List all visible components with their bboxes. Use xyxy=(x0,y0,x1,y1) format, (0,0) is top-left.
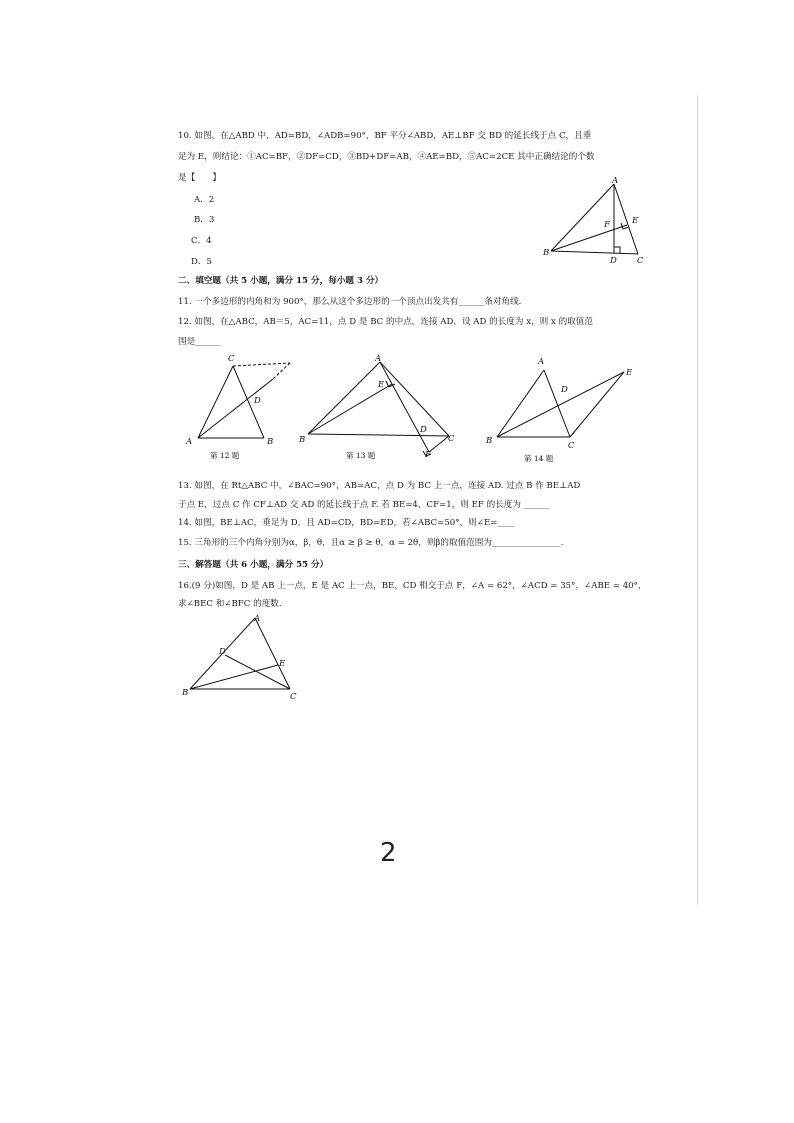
fig13 xyxy=(296,350,466,462)
label-a: A xyxy=(612,176,619,186)
fig14-label-d: D xyxy=(561,385,568,395)
fig12-label-c: C xyxy=(228,354,235,364)
label-e: E xyxy=(632,216,639,226)
section3-heading: 三、解答题（共 6 小题，满分 55 分） xyxy=(178,560,329,570)
q10-line2: 足为 E，则结论：①AC=BF，②DF=CD，③BD+DF=AB，④AE=BD，⑤AC=2CE 其中正确结论的个数 xyxy=(178,152,595,162)
q13-line1: 13. 如图，在 Rt△ABC 中，∠BAC=90°，AB=AC，点 D 为 BC 上一点，连接 AD. 过点 B 作 BE⊥AD xyxy=(178,481,581,491)
q14-text: 14. 如图，BE⊥AC，垂足为 D，且 AD=CD，BD=ED，若∠ABC=50°，则∠E=____ xyxy=(178,518,515,528)
q11-text: 11. 一个多边形的内角和为 900°，那么从这个多边形的一个顶点出发共有______条对角线. xyxy=(178,297,522,307)
q10-figure xyxy=(535,174,655,266)
q12-line2: 围是______ xyxy=(178,337,221,347)
fig13-label-a: A xyxy=(375,354,382,364)
q10-line3: 是【 】 xyxy=(178,173,221,183)
fig14-caption: 第 14 题 xyxy=(524,454,554,462)
page-edge xyxy=(697,95,698,905)
fig12 xyxy=(178,350,306,462)
fig13-label-c: C xyxy=(448,434,455,444)
label-f: F xyxy=(604,220,610,230)
q16-figure xyxy=(178,610,308,702)
fig14 xyxy=(480,350,640,462)
fig13-label-e: E xyxy=(378,380,385,390)
q10-option-d: D．5 xyxy=(191,257,212,267)
fig14-label-b: B xyxy=(486,436,493,446)
fig14-label-c: C xyxy=(568,441,575,451)
fig13-caption: 第 13 题 xyxy=(346,451,376,460)
q16-line1: 16.(9 分)如图，D 是 AB 上一点，E 是 AC 上一点，BE，CD 相交于点 F，∠A = 62°，∠ACD = 35°，∠ABE = 40°， xyxy=(178,581,647,591)
q10-option-b: B．3 xyxy=(194,215,215,225)
fig12-label-b: B xyxy=(267,437,274,447)
fig13-label-d: D xyxy=(420,425,427,435)
q10-option-c: C．4 xyxy=(191,236,212,246)
q16-label-d: D xyxy=(219,647,226,657)
q13-line2: 于点 E，过点 C 作 CF⊥AD 交 AD 的延长线于点 F. 若 BE=4，CF=1，则 EF 的长度为 ______ xyxy=(178,500,550,510)
q15-text: 15. 三角形的三个内角分别为α，β，θ，且α ≥ β ≥ θ，α = 2θ，则β的取值范围为________________. xyxy=(178,538,564,548)
fig13-label-f: F xyxy=(425,450,431,460)
q10-line1: 10. 如图，在△ABD 中，AD=BD，∠ADB=90°，BF 平分∠ABD，AE⊥BF 交 BD 的延长线于点 C，且垂 xyxy=(178,131,592,141)
segment-ab xyxy=(551,184,614,251)
q10-option-a: A．2 xyxy=(194,195,215,205)
section2-heading: 二、填空题（共 5 小题，满分 15 分，每小题 3 分） xyxy=(178,276,384,286)
label-d: D xyxy=(610,256,617,266)
q16-label-c: C xyxy=(290,692,297,702)
q16-line2: 求∠BEC 和∠BFC 的度数. xyxy=(178,599,282,609)
fig12-caption: 第 12 题 xyxy=(210,451,240,460)
right-angle-mark-d xyxy=(614,247,620,253)
fig12-label-a: A xyxy=(186,437,193,447)
q12-line1: 12. 如图，在△ABC，AB＝5，AC=11，点 D 是 BC 的中点，连接 AD，设 AD 的长度为 x，则 x 的取值范 xyxy=(178,317,593,327)
handwritten-page-mark: 2 xyxy=(380,838,397,868)
fig12-label-d: D xyxy=(254,396,261,406)
label-c: C xyxy=(637,256,644,266)
q16-label-a: A xyxy=(254,614,261,624)
fig14-label-a: A xyxy=(538,357,545,367)
fig13-label-b: B xyxy=(299,435,306,445)
label-b: B xyxy=(543,248,550,258)
segment-bc xyxy=(551,251,638,254)
q16-label-b: B xyxy=(182,688,189,698)
q16-label-e: E xyxy=(279,659,286,669)
fig14-label-e: E xyxy=(626,368,633,378)
